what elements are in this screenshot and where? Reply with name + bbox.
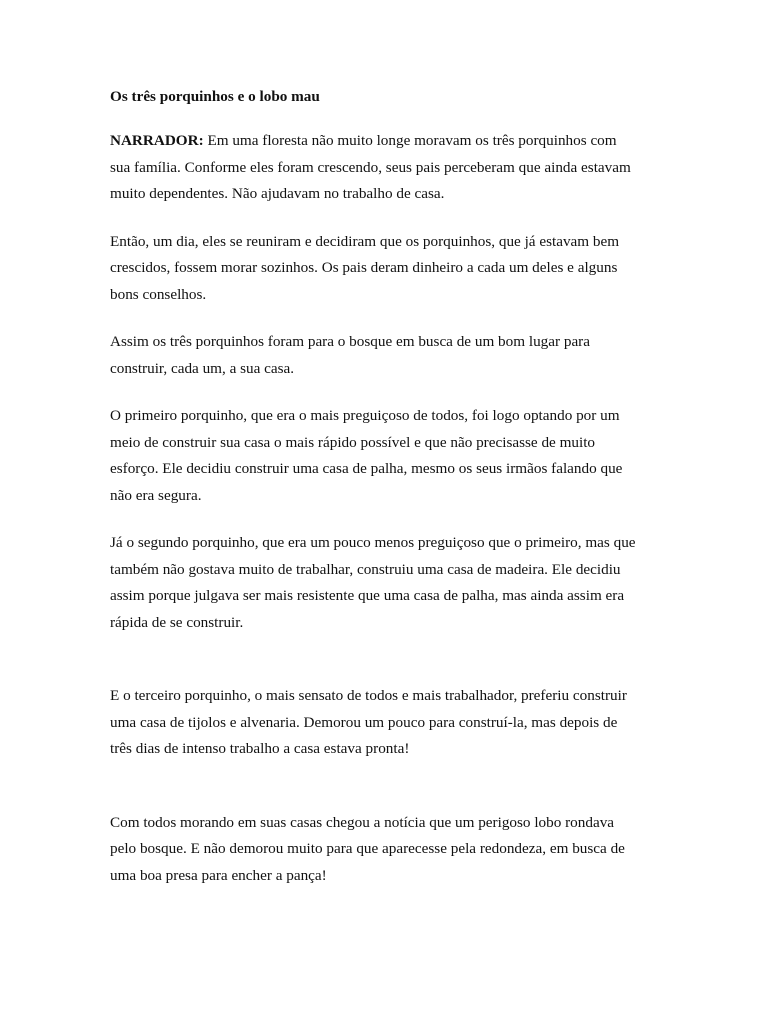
- paragraph-line: [110, 128, 670, 155]
- paragraph-text: Em uma floresta não muito longe moravam os três porquinhos com: [203, 132, 617, 149]
- paragraph-5: [110, 530, 670, 636]
- paragraph-line: crescidos, fossem morar sozinhos. Os pais deram dinheiro a cada um deles e alguns: [110, 259, 618, 276]
- paragraph-line: também não gostava muito de trabalhar, construiu uma casa de madeira. Ele decidiu: [110, 560, 621, 578]
- paragraph-2: [110, 229, 670, 309]
- paragraph-line: meio de construir sua casa o mais rápido possível e que não precisasse de muito: [110, 433, 596, 451]
- paragraph-line: esforço. Ele decidiu construir uma casa de palha, mesmo os seus irmãos falando que: [110, 460, 623, 477]
- paragraph-line: Já o segundo porquinho, que era um pouco menos preguiçoso que o primeiro, mas que: [110, 534, 636, 551]
- paragraph-line: pelo bosque. E não demorou muito para que aparecesse pela redondeza, em busca de: [110, 840, 625, 857]
- paragraph-line: O primeiro porquinho, que era o mais preguiçoso de todos, foi logo optando por um: [110, 407, 620, 424]
- paragraph-line: bons conselhos.: [110, 285, 207, 303]
- paragraph-line: uma casa de tijolos e alvenaria. Demorou um pouco para construí-la, mas depois de: [110, 713, 618, 731]
- paragraph-line: não era segura.: [110, 486, 202, 504]
- paragraph-line: muito dependentes. Não ajudavam no trabalho de casa.: [110, 185, 445, 202]
- paragraph-line: Assim os três porquinhos foram para o bosque em busca de um bom lugar para: [110, 333, 590, 350]
- paragraph-line: assim porque julgava ser mais resistente que uma casa de palha, mas ainda assim era: [110, 587, 625, 604]
- paragraph-7: [110, 810, 670, 890]
- paragraph-6: [110, 683, 670, 763]
- document-body: [110, 86, 670, 889]
- speaker-label: NARRADOR:: [110, 132, 204, 149]
- document-title: Os três porquinhos e o lobo mau: [110, 88, 320, 105]
- paragraph-line: construir, cada um, a sua casa.: [110, 359, 295, 377]
- paragraph-line: E o terceiro porquinho, o mais sensato de todos e mais trabalhador, preferiu construir: [110, 687, 627, 704]
- paragraph-line: três dias de intenso trabalho a casa estava pronta!: [110, 740, 410, 757]
- paragraph-line: sua família. Conforme eles foram crescendo, seus pais perceberam que ainda estavam: [110, 158, 631, 176]
- paragraph-line: uma boa presa para encher a pança!: [110, 866, 327, 884]
- paragraph-3: [110, 329, 670, 382]
- paragraph-line: rápida de se construir.: [110, 613, 244, 631]
- paragraph-4: [110, 403, 670, 509]
- paragraph-line: Com todos morando em suas casas chegou a notícia que um perigoso lobo rondava: [110, 813, 615, 831]
- paragraph-1: [110, 128, 670, 208]
- paragraph-line: Então, um dia, eles se reuniram e decidiram que os porquinhos, que já estavam bem: [110, 232, 620, 250]
